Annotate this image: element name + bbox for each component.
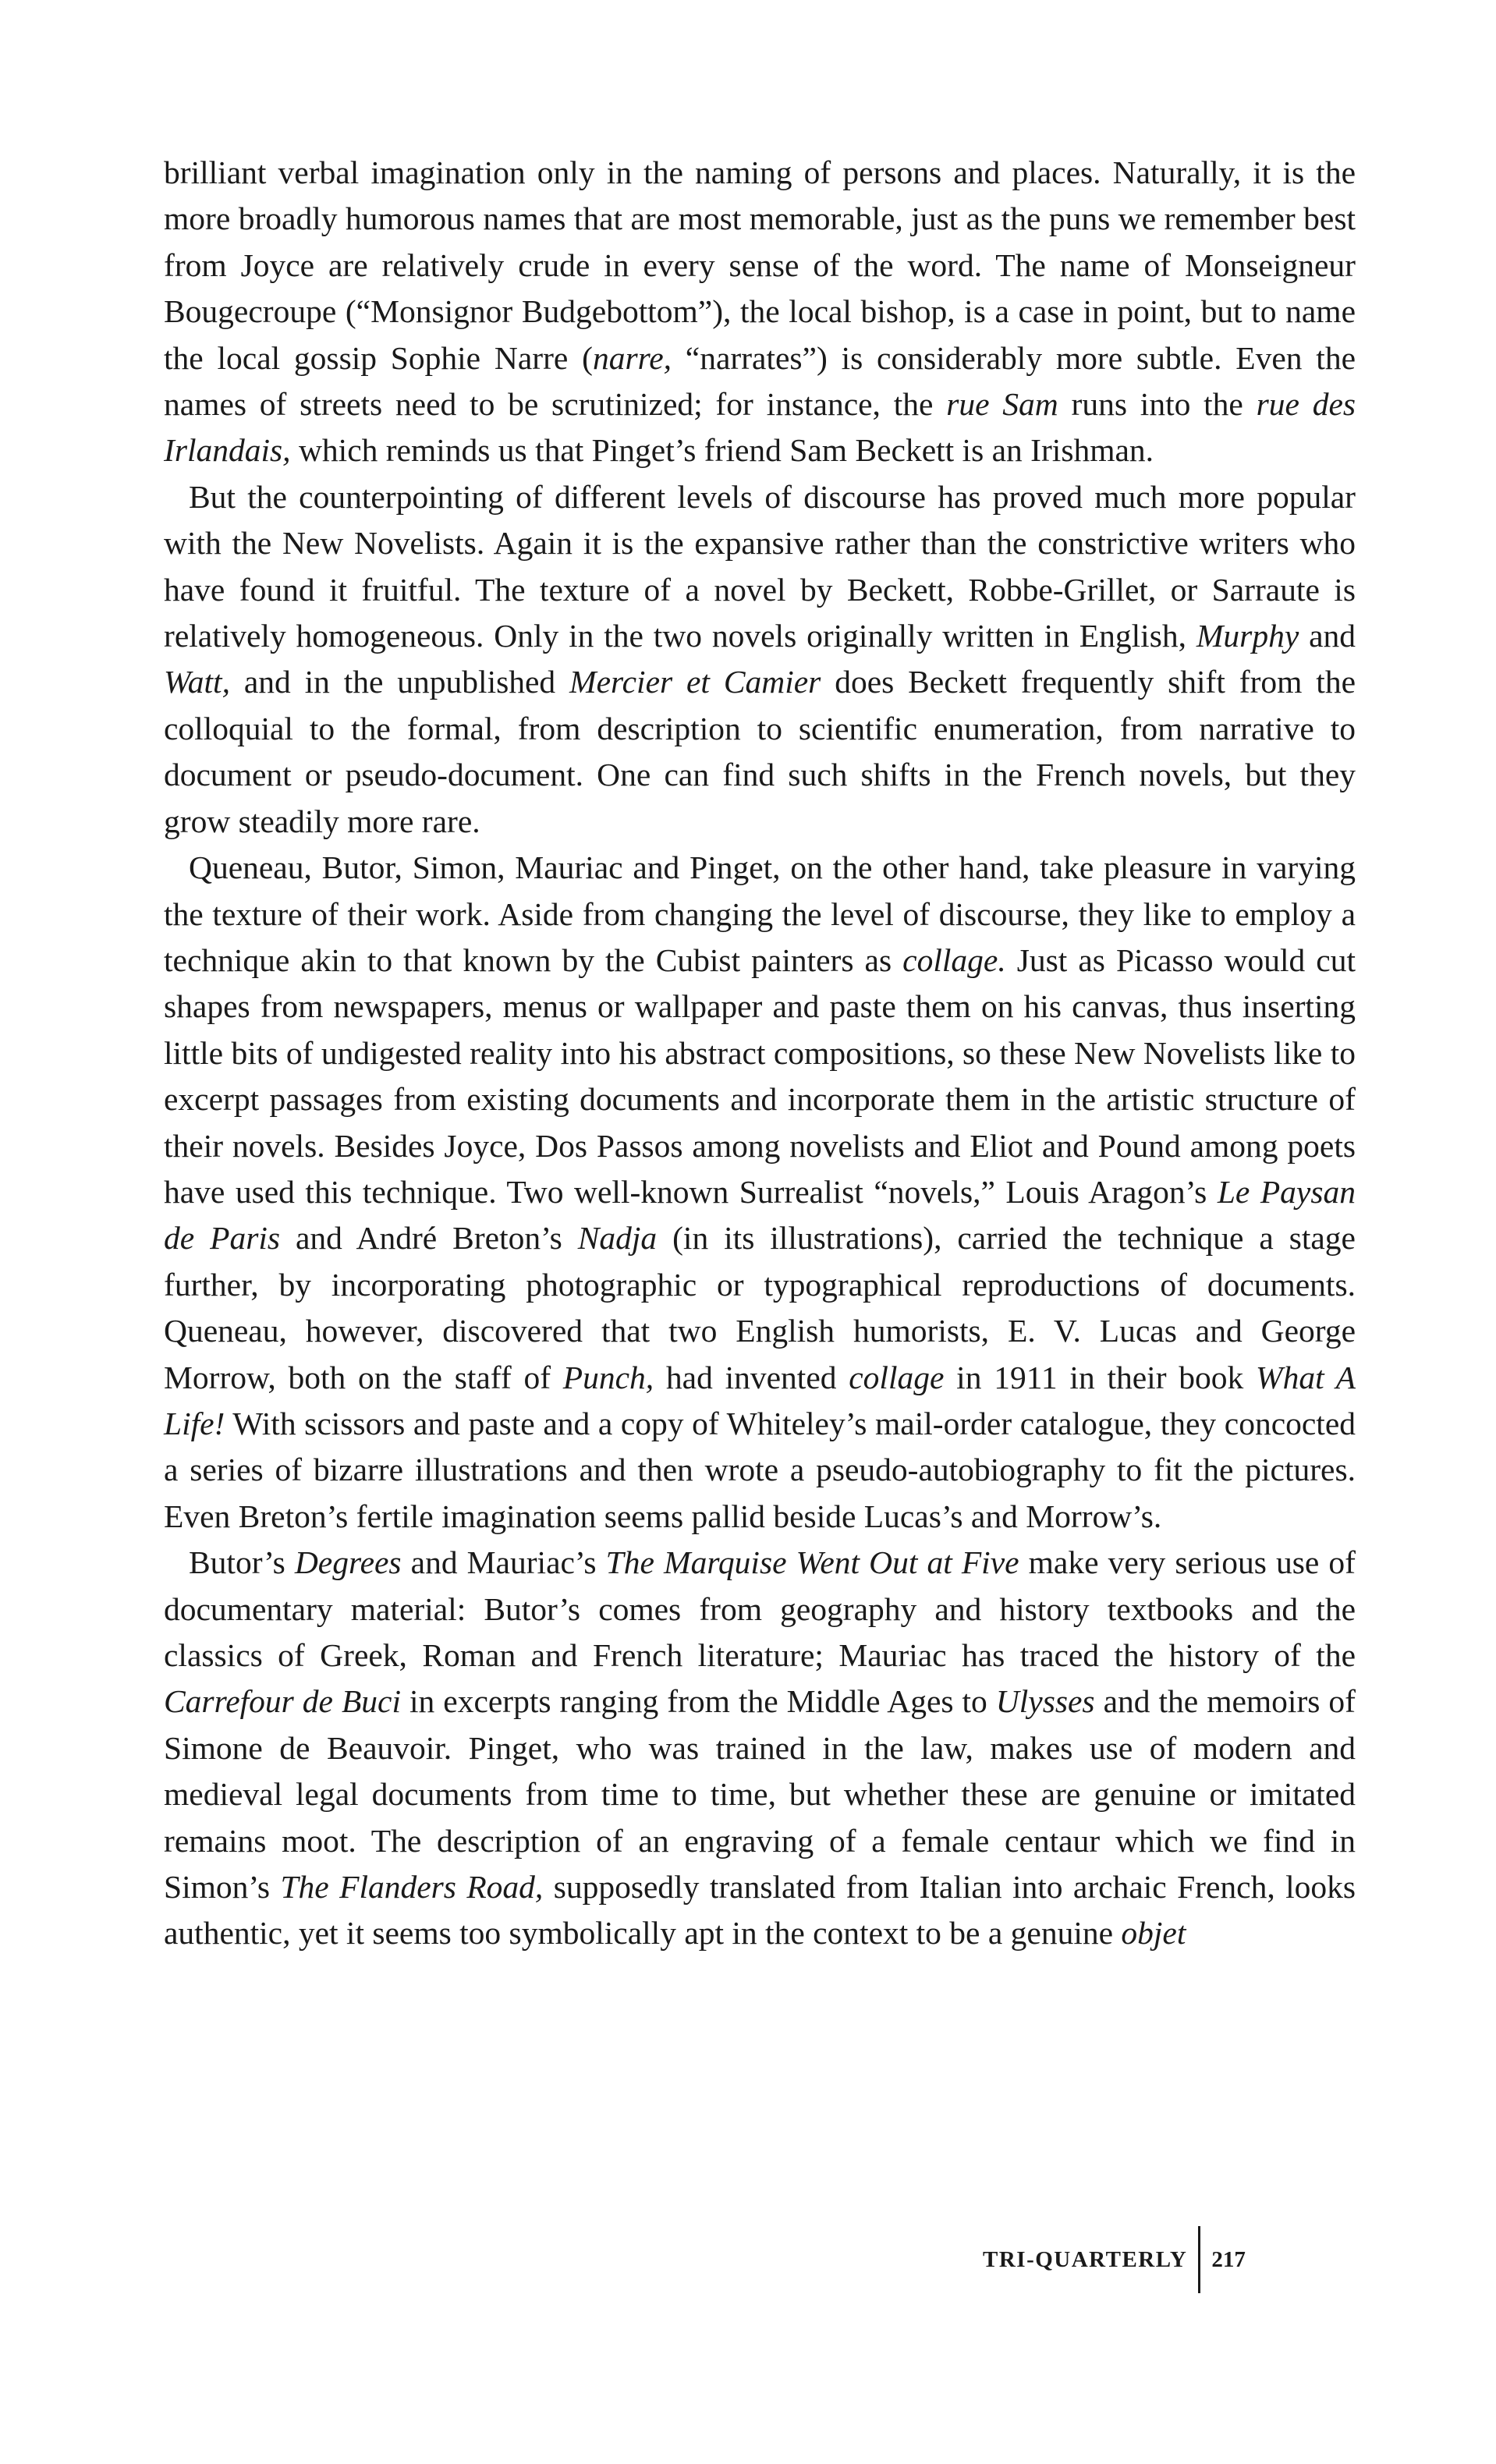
text-run: had invented: [654, 1359, 849, 1395]
text-run: and: [1299, 618, 1356, 654]
text-run: runs into the: [1058, 386, 1257, 423]
italic-text: The Marquise Went Out at Five: [605, 1544, 1019, 1581]
italic-text: narre,: [592, 339, 672, 376]
text-run: and the memoirs of Simone de Beauvoir. Pinget, who was trained in the law, makes use of modern and medieval legal documents from time to time, but whether these are genuine or imitated remains moot. The description of an engraving of a female centaur which we find in Simon’s: [164, 1683, 1356, 1906]
text-run: and André Breton’s: [280, 1220, 578, 1257]
body-text: [164, 150, 1356, 1957]
text-run: brilliant verbal imagination only in the naming of persons and places. Naturally, it is the more broadly humorous names that are most memorable, just as the puns we remember best from Joyce are relatively crude in every sense of the word. The name of Monseigneur Bougecroupe (“Monsignor Budgebottom”), the local bishop, is a case in point, but to name the local gossip Sophie Narre (: [164, 154, 1356, 376]
italic-text: collage.: [902, 941, 1006, 978]
italic-text: objet: [1121, 1915, 1186, 1952]
text-run: Butor’s: [189, 1544, 295, 1581]
text-run: Just as Picasso would cut shapes from newspapers, menus or wallpaper and paste them on his canvas, thus inserting little bits of undigested reality into his abstract compositions, so these New Novelists like to excerpt passages from existing documents and incorporate them in the artistic structure of their novels. Besides Joyce, Dos Passos among novelists and Eliot and Pound among poets have used this technique. Two well-known Surrealist “novels,” Louis Aragon’s: [164, 941, 1356, 1210]
page-number: 217: [1211, 2246, 1246, 2272]
text-run: Queneau, Butor, Simon, Mauriac and Pinget, on the other hand, take pleasure in varying the texture of their work. Aside from changing the level of discourse, they like to employ a technique akin to that known by the Cubist painters as: [164, 849, 1356, 978]
italic-text: collage: [849, 1359, 945, 1395]
text-run: (in its illustrations), carried the technique a stage further, by incorporating photographic or typographical reproductions of documents. Queneau, however, discovered that two English humorists, E. V. Lucas and George Morrow, both on the staff of: [164, 1220, 1356, 1395]
text-run: make very serious use of documentary material: Butor’s comes from geography and history textbooks and the classics of Greek, Roman and French literature; Mauriac has traced the history of the: [164, 1544, 1356, 1673]
paragraph: [164, 845, 1356, 1540]
italic-text: Nadja: [577, 1220, 658, 1257]
text-run: “narrates”) is considerably more subtle. Even the names of streets need to be scrutinized; for instance, the: [164, 339, 1356, 423]
text-run: But the counterpointing of different levels of discourse has proved much more popular with the New Novelists. Again it is the expansive rather than the constrictive writers who have found it fruitful. The texture of a novel by Beckett, Robbe-Grillet, or Sarraute is relatively homogeneous. Only in the two novels originally written in English,: [164, 478, 1356, 654]
text-run: and in the unpublished: [229, 664, 570, 700]
italic-text: Punch,: [562, 1359, 654, 1395]
italic-text: What A Life!: [164, 1359, 1356, 1441]
italic-text: Carrefour de Buci: [164, 1683, 401, 1720]
italic-text: Le Paysan de Paris: [164, 1173, 1356, 1257]
text-run: in excerpts ranging from the Middle Ages to: [401, 1683, 996, 1720]
italic-text: Mercier et Camier: [569, 664, 821, 700]
italic-text: Ulysses: [995, 1683, 1095, 1720]
text-run: supposedly translated from Italian into archaic French, looks authentic, yet it seems too symbolically apt in the context to be a genuine: [164, 1869, 1356, 1952]
text-run: and Mauriac’s: [401, 1544, 606, 1581]
text-run: which reminds us that Pinget’s friend Sam Beckett is an Irishman.: [290, 432, 1154, 469]
paragraph: [164, 474, 1356, 845]
italic-text: Degrees: [294, 1544, 402, 1581]
text-run: With scissors and paste and a copy of Whiteley’s mail-order catalogue, they concocted a series of bizarre illustrations and then wrote a pseudo-autobiography to fit the pictures. Even Breton’s fertile imagination seems pallid beside Lucas’s and Morrow’s.: [164, 1405, 1356, 1534]
text-run: in 1911 in their book: [944, 1359, 1257, 1395]
italic-text: Watt,: [164, 664, 230, 700]
italic-text: The Flanders Road,: [280, 1869, 544, 1906]
running-footer: [983, 2225, 1373, 2295]
journal-title: TRI-QUARTERLY: [983, 2246, 1188, 2272]
paragraph: [164, 1540, 1356, 1957]
italic-text: Murphy: [1196, 618, 1299, 654]
text-run: does Beckett frequently shift from the colloquial to the formal, from description to scientific enumeration, from narrative to document or pseudo-document. One can find such shifts in the French novels, but they grow steadily more rare.: [164, 664, 1356, 839]
italic-text: rue Sam: [946, 386, 1058, 423]
paragraph: [164, 150, 1356, 474]
italic-text: rue des Irlandais,: [164, 386, 1356, 469]
